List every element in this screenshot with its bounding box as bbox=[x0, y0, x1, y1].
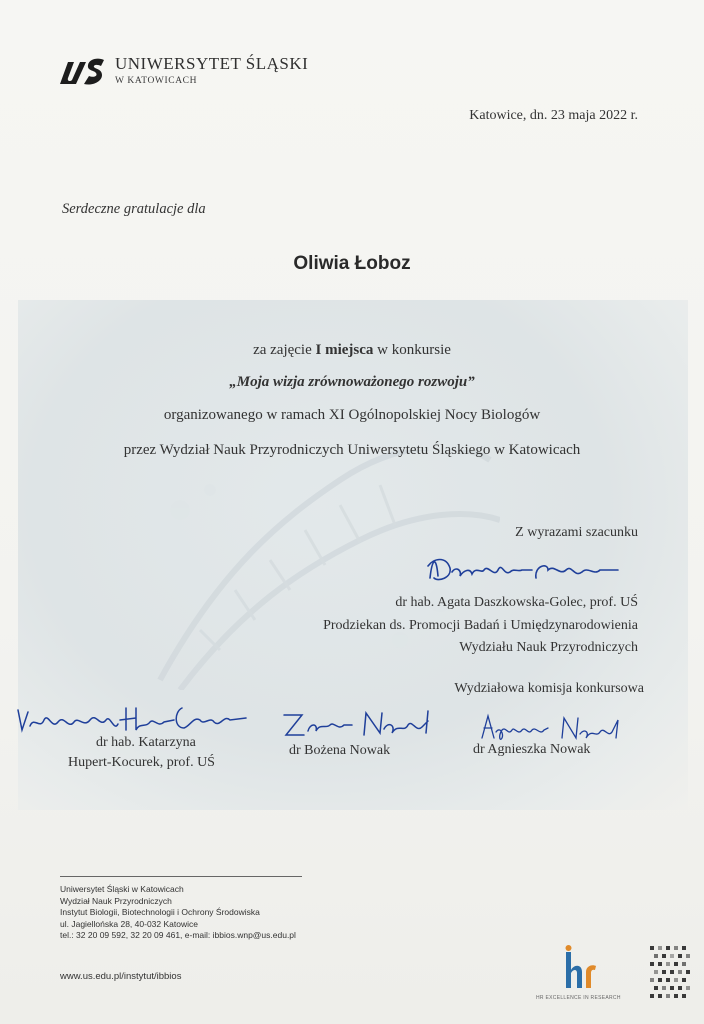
regards: Z wyrazami szacunku bbox=[515, 525, 638, 540]
footer-line: tel.: 32 20 09 592, 32 20 09 461, e-mail: ibbios.wnp@us.edu.pl bbox=[60, 930, 296, 941]
pixel-pattern-icon bbox=[650, 942, 690, 1004]
greeting: Serdeczne gratulacje dla bbox=[62, 201, 206, 217]
footer-line: Uniwersytet Śląski w Katowicach bbox=[60, 884, 184, 894]
member2-signature bbox=[280, 705, 440, 741]
footer-line: Instytut Biologii, Biotechnologii i Ochrony Środowiska bbox=[60, 907, 260, 918]
dean-faculty: Wydziału Nauk Przyrodniczych bbox=[459, 640, 638, 655]
event-line: organizowanego w ramach XI Ogólnopolskiej Nocy Biologów bbox=[163, 407, 541, 423]
dean-signature bbox=[424, 548, 624, 588]
hr-caption: HR EXCELLENCE IN RESEARCH bbox=[536, 995, 621, 1001]
member3-signature bbox=[478, 712, 628, 742]
footer-address bbox=[60, 884, 296, 942]
footer-divider bbox=[60, 876, 302, 877]
award-place: I miejsca bbox=[315, 342, 374, 358]
award-line bbox=[0, 342, 704, 359]
university-logo bbox=[58, 52, 308, 92]
award-suffix: w konkursie bbox=[373, 342, 451, 358]
member1-signature bbox=[14, 702, 254, 738]
organizer-line: przez Wydział Nauk Przyrodniczych Uniwersytetu Śląskiego w Katowicach bbox=[123, 442, 581, 458]
award-prefix: za zajęcie bbox=[253, 342, 316, 358]
dean-name: dr hab. Agata Daszkowska-Golec, prof. UŚ bbox=[395, 595, 638, 610]
recipient-name: Oliwia Łoboz bbox=[293, 253, 411, 274]
dean-role: Prodziekan ds. Promocji Badań i Umiędzynarodowienia bbox=[323, 618, 638, 633]
member2-name: dr Bożena Nowak bbox=[289, 743, 391, 758]
issue-date: Katowice, dn. 23 maja 2022 r. bbox=[469, 108, 638, 123]
commission-label: Wydziałowa komisja konkursowa bbox=[454, 681, 644, 696]
website-link[interactable]: www.us.edu.pl/instytut/ibbios bbox=[60, 971, 182, 982]
footer-line: Wydział Nauk Przyrodniczych bbox=[60, 895, 172, 906]
contest-title: „Moja wizja zrównoważonego rozwoju” bbox=[229, 374, 475, 390]
university-logo-mark-icon bbox=[58, 54, 106, 88]
university-name: UNIWERSYTET ŚLĄSKI bbox=[115, 54, 309, 73]
university-city: W KATOWICACH bbox=[115, 76, 198, 86]
member1-title: dr hab. Katarzyna bbox=[96, 735, 196, 750]
footer-line: ul. Jagiellońska 28, 40-032 Katowice bbox=[60, 918, 198, 929]
member1-name: Hupert-Kocurek, prof. UŚ bbox=[68, 755, 215, 770]
member3-name: dr Agnieszka Nowak bbox=[473, 742, 591, 757]
